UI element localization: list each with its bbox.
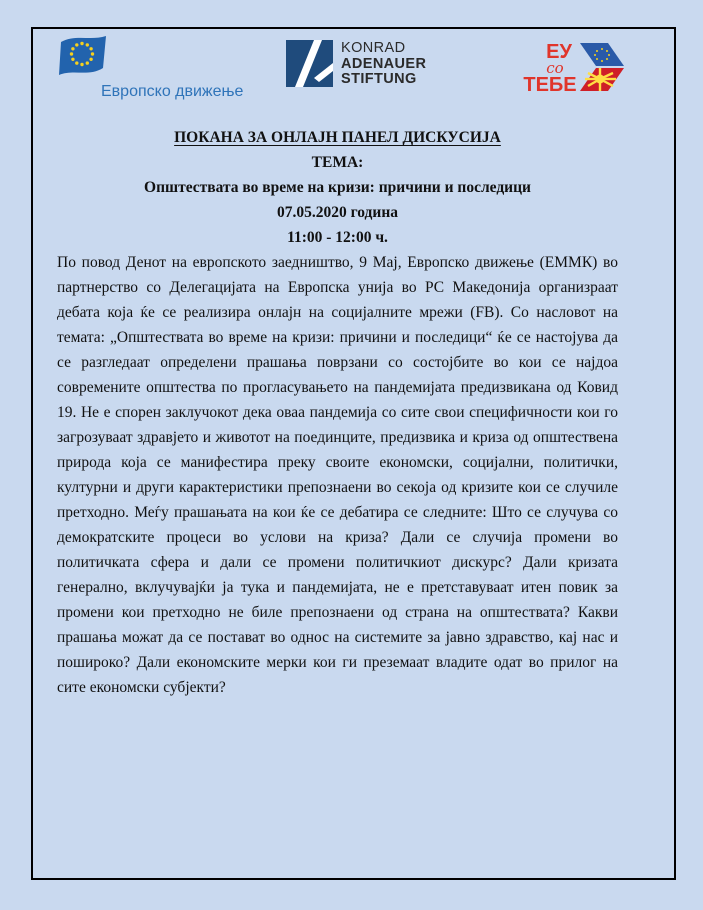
eu-waving-flag-icon: [57, 33, 109, 81]
kas-logo: [286, 40, 426, 88]
european-movement-label: Европско движење: [101, 83, 244, 100]
page-title: ПОКАНА ЗА ОНЛАЈН ПАНЕЛ ДИСКУСИЈА: [174, 129, 501, 146]
eu-with-you-wordmark: [522, 42, 578, 95]
heading-block: [57, 125, 618, 250]
body-paragraph: По повод Денот на европското заедништво, 9 Мај, Европско движење (ЕММК) во партнерство со Делегацијата на Европска унија во РС Македонија организраат дебата која ќе се реализира онлајн на социјалните мрежи (FB). Со насловот на темата: „Општествата во време на кризи: причини и последици“ ќе се настојува да се разгледаат определени прашања поврзани со состојбите во кои се најдоа современите општества по прогласувањето на пандемијата предизвикана од Ковид 19. Не е спорен заклучокот дека оваа пандемија со сите свои специфичности кои го загрозуваат здравјето и животот на поединците, предизвика и криза од општествена природа која се манифестира преку своите економски, социјални, политички, културни и други карактеристики препознаени во секоја од кризите кои се случиле претходно. Меѓу прашањата на кои ќе се дебатира се следните: Што се случува со демократските процеси во услови на криза? Дали се случија промени во политичката сфера и дали се промени политичкиот дискурс? Дали кризата генерално, вклучувајќи ја тука и пандемијата, не е претставуваат итен повик за промени кои претходно не биле препознаени од страна на општествата? Какви прашања можат да се постават во однос на системите за јавно здравство, кај нас и пошироко? Дали економските мерки кои ги преземаат владите одат во прилог на сите економски субјекти?: [57, 254, 618, 696]
european-movement-logo: [57, 33, 243, 101]
kas-line-stiftung: STIFTUNG: [341, 71, 417, 87]
heading-topic: Општествата во време на кризи: причини и последици: [144, 179, 531, 196]
eu-with-you-line-eu: ЕУ: [546, 41, 572, 63]
eu-with-you-line-so: со: [546, 59, 564, 77]
kas-wordmark: [341, 41, 426, 88]
document-content: [57, 125, 618, 700]
heading-time: 11:00 - 12:00 ч.: [287, 229, 388, 246]
logos-row: [33, 29, 674, 125]
heading-tema: ТЕМА:: [311, 154, 364, 171]
page-border: [31, 27, 676, 880]
kas-line-adenauer: ADENAUER: [341, 55, 427, 72]
heading-date: 07.05.2020 година: [276, 204, 399, 221]
eu-with-you-logo: [522, 42, 626, 95]
eu-with-you-line-tebe: ТЕБЕ: [523, 74, 577, 96]
eu-mk-chevron-icon: [580, 42, 626, 92]
kas-line-konrad: KONRAD: [341, 40, 406, 56]
kas-a-mark-icon: [286, 40, 333, 87]
